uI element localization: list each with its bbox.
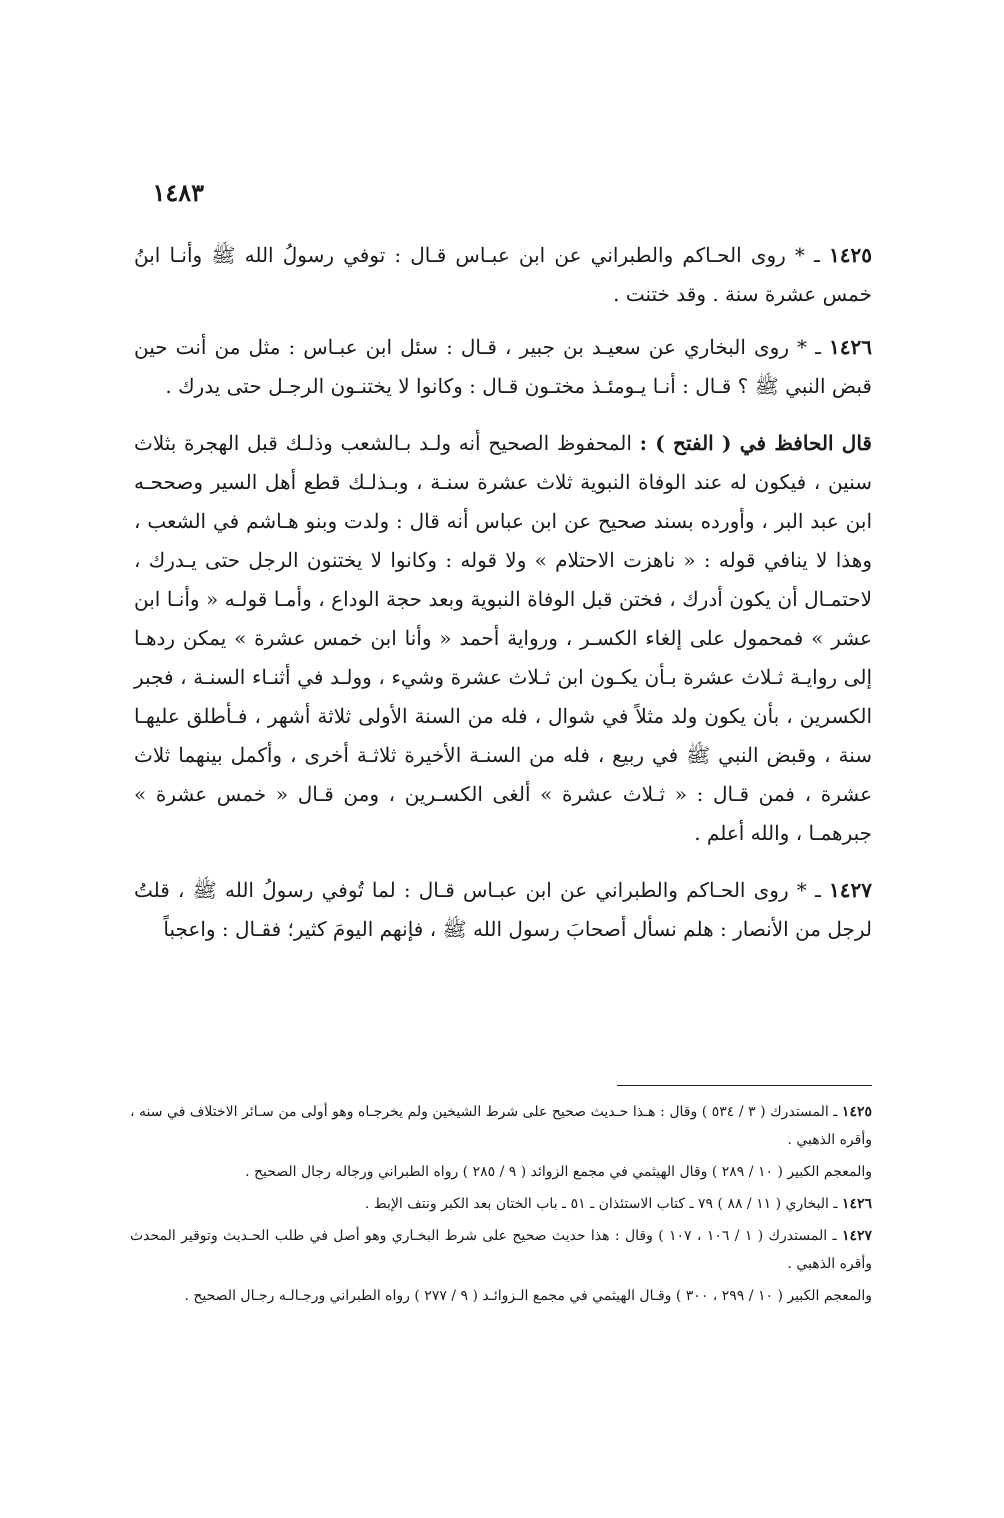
footnote-number: ١٤٢٥	[841, 1104, 872, 1120]
hadith-1425	[134, 236, 872, 314]
footnote-text: ـ المستدرك ( ١ / ١٠٦ ، ١٠٧ ) وقال : هذا حديث صحيح على شرط البخـاري وهو أصل في طلب الحـديث وتوقير المحدث وأقره الذهبي .	[130, 1228, 872, 1272]
hadith-number: ١٤٢٦	[829, 335, 872, 359]
footnotes	[130, 1098, 872, 1314]
footnote-text: ـ البخاري ( ١١ / ٨٨ ) ٧٩ ـ كتاب الاستئذان ـ ٥١ ـ باب الختان بعد الكبر ونتف الإبط .	[364, 1196, 842, 1212]
footnote-1425-continued	[130, 1158, 872, 1186]
footnote-1426	[130, 1190, 872, 1218]
footnote-1425	[130, 1098, 872, 1154]
hadith-1426	[134, 328, 872, 406]
hadith-text: ـ * روى الحـاكم والطبراني عن ابن عبـاس قـال : لما تُوفي رسولُ الله ﷺ ، قلتُ لرجل من الأنصار : هلم نسأل أصحابَ رسول الله ﷺ ، فإنهم اليومَ كثير؛ فقـال : واعجباً	[134, 878, 872, 941]
commentary-lead: قال الحافظ في ( الفتح ) :	[639, 431, 872, 455]
footnote-1427-continued	[130, 1282, 872, 1310]
hadith-text: ـ * روى البخاري عن سعيـد بن جبير ، قـال : سئل ابن عبـاس : مثل من أنت حين قبض النبي ﷺ ؟ قـال : أنـا يـومئـذ مختـون قـال : وكانوا لا يختنـون الرجـل حتى يدرك .	[134, 335, 872, 398]
commentary-text: المحفوظ الصحيح أنه ولـد بـالشعب وذلـك قبل الهجرة بثلاث سنين ، فيكون له عند الوفاة النبوية ثلاث عشرة سنـة ، وبـذلـك قطع أهل السير وصححـه ابن عبد البر ، وأورده بسند صحيح عن ابن عباس أنه قال : ولدت وبنو هـاشم في الشعب ، وهذا لا ينافي قوله : « ناهزت الاحتلام » ولا قوله : وكانوا لا يختنون الرجل حتى يـدرك ، لاحتمـال أن يكون أدرك ، فختن قبل الوفاة النبوية وبعد حجة الوداع ، وأمـا قولـه « وأنـا ابن عشر » فمحمول على إلغاء الكسـر ، ورواية أحمد « وأنا ابن خمس عشرة » يمكن ردهـا إلى روايـة ثـلاث عشرة بـأن يكـون ابن ثـلاث عشرة وشيء ، وولـد في أثنـاء السنـة ، فجبر الكسرين ، بأن يكون ولد مثلاً في شوال ، فله من السنة الأولى ثلاثة أشهر ، فـأطلق عليهـا سنة ، وقبض النبي ﷺ في ربيع ، فله من السنـة الأخيرة ثلاثـة أخرى ، وأكمل بينهما ثلاث عشرة ، فمن قـال : « ثـلاث عشرة » ألغى الكسـرين ، ومن قـال « خمس عشرة » جبرهمـا ، والله أعلم .	[134, 431, 872, 845]
footnote-text: ـ المستدرك ( ٣ / ٥٣٤ ) وقال : هـذا حـديث صحيح على شرط الشيخين ولم يخرجـاه وهو أولى من سـائر الاختلاف في سنه ، وأقره الذهبي .	[130, 1104, 872, 1148]
footnote-1427	[130, 1222, 872, 1278]
footnote-number: ١٤٢٦	[841, 1196, 872, 1212]
main-text	[134, 236, 872, 967]
hadith-1427	[134, 871, 872, 949]
hadith-number: ١٤٢٧	[829, 878, 872, 902]
footnote-text: والمعجم الكبير ( ١٠ / ٢٩٩ ، ٣٠٠ ) وقـال الهيثمي في مجمع الـزوائـد ( ٩ / ٢٧٧ ) رواه الطبراني ورجـالـه رجـال الصحيح .	[184, 1288, 872, 1304]
commentary-paragraph	[134, 424, 872, 853]
footnote-separator	[617, 1085, 872, 1086]
page-number: ١٤٨٣	[152, 178, 204, 207]
hadith-text: ـ * روى الحـاكم والطبراني عن ابن عبـاس قـال : توفي رسولُ الله ﷺ وأنـا ابنُ خمس عشرة سنة . وقد ختنت .	[134, 243, 872, 306]
footnote-text: والمعجم الكبير ( ١٠ / ٢٨٩ ) وقال الهيثمي في مجمع الزوائد ( ٩ / ٢٨٥ ) رواه الطبراني ورجاله رجال الصحيح .	[245, 1164, 872, 1180]
footnote-number: ١٤٢٧	[841, 1228, 873, 1244]
hadith-number: ١٤٢٥	[829, 243, 872, 267]
